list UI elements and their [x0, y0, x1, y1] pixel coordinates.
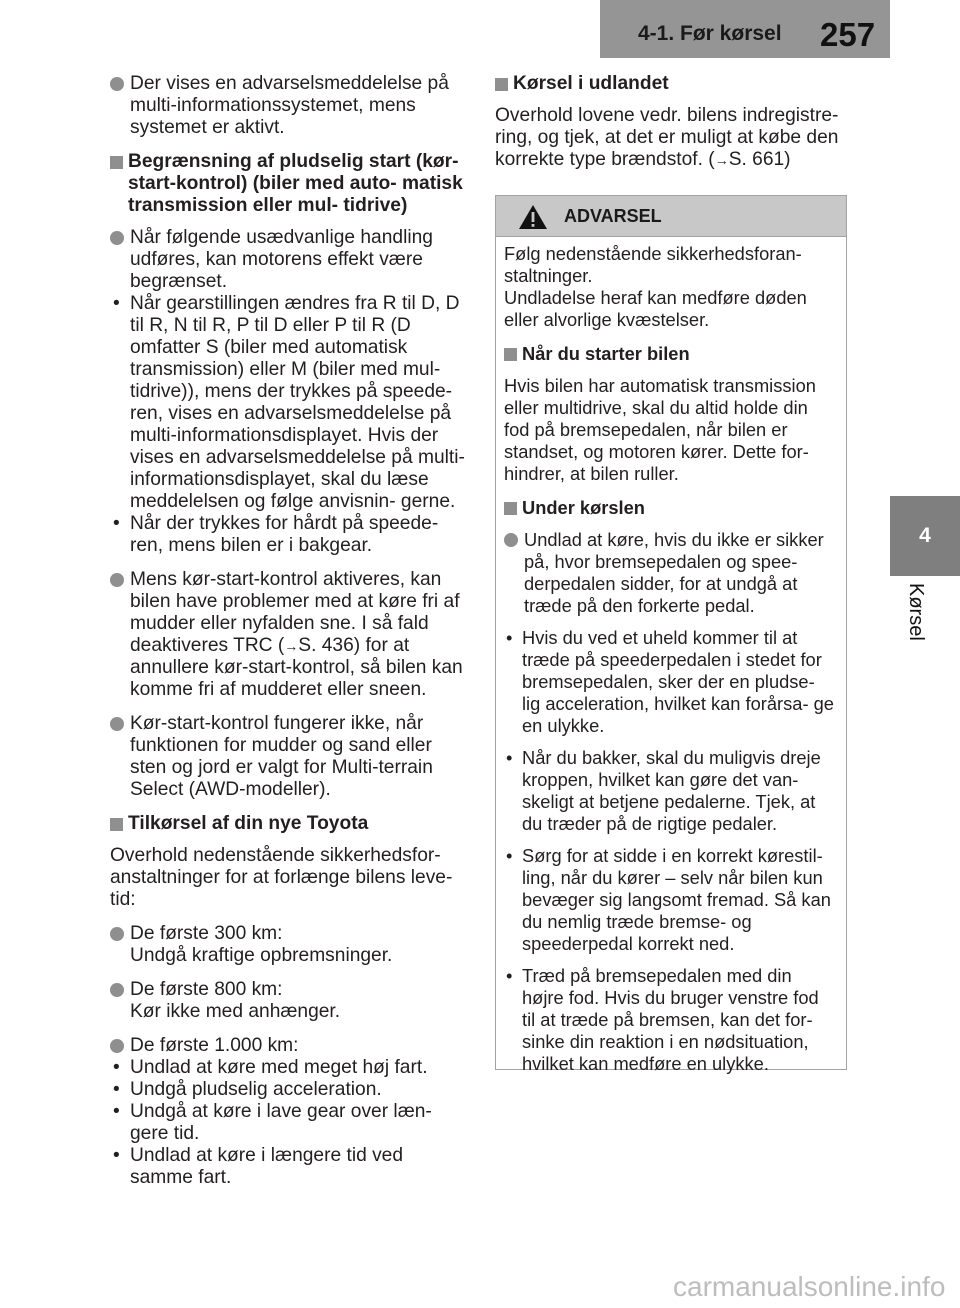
right-column [495, 73, 855, 183]
section-heading: Tilkørsel af din nye Toyota [110, 813, 466, 835]
list-item: De første 300 km: Undgå kraftige opbremsninger. [110, 923, 466, 967]
paragraph: Hvis bilen har automatisk transmission eller multidrive, skal du altid holde din fod på bremsepedalen, når bilen er standset, og motoren kører. Dette for- hindrer, at bilen ruller. [504, 375, 816, 484]
bullet-icon [110, 573, 124, 587]
sub-list-item: • Undlad at køre med meget høj fart. [113, 1057, 428, 1078]
sub-list-item: • Undlad at køre i længere tid ved samme fart. [113, 1145, 404, 1188]
page-number: 257 [820, 16, 876, 53]
square-bullet-icon [504, 348, 517, 361]
bullet-icon [110, 231, 124, 245]
watermark: carmanualsonline.info [673, 1271, 946, 1302]
page-reference-link[interactable]: S. 661 [728, 149, 785, 170]
chapter-tab[interactable]: 4 [890, 496, 960, 576]
list-item: Mens kør-start-kontrol aktiveres, kan bilen have problemer med at køre fri af mudder eller nyfalden sne. I så fald deaktiveres TRC (→S. 436) for at annullere kør-start-kontrol, så bilen kan komme fri af mudderet eller sneen. [110, 569, 466, 701]
list-item: De første 1.000 km: [110, 1035, 466, 1057]
list-item: Når følgende usædvanlige handling udføres, kan motorens effekt være begrænset. [110, 227, 466, 293]
section-heading: Kørsel i udlandet [495, 73, 855, 95]
bullet-icon [110, 983, 124, 997]
list-item: Der vises en advarselsmeddelelse på multi-informationssystemet, mens systemet er aktivt. [110, 73, 466, 139]
sub-list-item: • Træd på bremsepedalen med din højre fod. Hvis du bruger venstre fod til at træde på bremsen, kan det for- sinke din reaktion i en nødsituation, hvilket kan medføre en ulykke. [506, 965, 819, 1074]
bullet-icon [110, 1039, 124, 1053]
warning-subheading: Når du starter bilen [504, 343, 836, 365]
warning-header [496, 196, 846, 237]
bullet-icon [110, 717, 124, 731]
bullet-icon [504, 533, 518, 547]
square-bullet-icon [110, 156, 123, 169]
sub-list-item: • Hvis du ved et uheld kommer til at træde på speederpedalen i stedet for bremsepedalen, sker der en pludse- lig acceleration, hvilket kan forårsa- ge en ulykke. [506, 627, 834, 736]
left-column [110, 73, 466, 1189]
square-bullet-icon [504, 502, 517, 515]
header-bar [600, 0, 890, 58]
paragraph: Overhold lovene vedr. bilens indregistre- ring, og tjek, at det er muligt at købe den korrekte type brændstof. (→S. 661) [495, 105, 839, 170]
paragraph: Overhold nedenstående sikkerhedsfor- anstaltninger for at forlænge bilens leve- tid: [110, 845, 453, 910]
bullet-icon [110, 77, 124, 91]
sub-list-item: • Sørg for at sidde i en korrekt kørestil- ling, når du kører – selv når bilen kun bevæger sig langsomt fremad. Så kan du nemlig træde bremse- og speederpedal korrekt ned. [506, 845, 831, 954]
square-bullet-icon [110, 818, 123, 831]
sub-list-item: • Når der trykkes for hårdt på speede- ren, mens bilen er i bakgear. [113, 513, 439, 556]
warning-subheading: Under kørslen [504, 497, 836, 519]
arrow-icon: → [284, 638, 299, 654]
sub-list-item: • Undgå pludselig acceleration. [113, 1079, 382, 1100]
warning-triangle-icon [518, 204, 548, 230]
list-item: Undlad at køre, hvis du ikke er sikker på, hvor bremsepedalen og spee- derpedalen sidder, for at undgå at træde på den forkerte pedal. [504, 529, 836, 617]
list-item: De første 800 km: Kør ikke med anhænger. [110, 979, 466, 1023]
warning-box [495, 195, 847, 1074]
warning-body: Følg nedenstående sikkerhedsforan- staltninger. Undladelse heraf kan medføre døden eller alvorlige kvæstelser. Når du starter bilen Hvis bilen har automatisk transmission eller multidrive, skal du altid holde din fod på bremsepedalen, når bilen er standset, og motoren kører. Dette for- hindrer, at bilen ruller. Under kørslen Undlad at køre, hvis du ikke er sikker på, hvor bremsepedalen og spee- derpedalen sidder, for at undgå at træde på den forkerte pedal. • Hvis du ved et uheld kommer til at træde på speederpedalen i stedet for bremsepedalen, sker der en pludse- lig acceleration, hvilket kan forårsa- ge en ulykke. • Når du bakker, skal du muligvis dreje kroppen, hvilket kan gøre det van- skeligt at betjene pedalerne. Tjek, at du træder på de rigtige pedaler. • Sørg for at sidde i en korrekt kørestil- ling, når du kører – selv når bilen kun bevæger sig langsomt fremad. Så kan du nemlig træde bremse- og speederpedal korrekt ned. • Træd på bremsepedalen med din højre fod. Hvis du bruger venstre fod til at træde på bremsen, kan det for- sinke din reaktion i en nødsituation, hvilket kan medføre en ulykke. [496, 237, 846, 1075]
section-heading: Begrænsning af pludselig start (kør-start-kontrol) (biler med auto- matisk transmission eller mul- tidrive) [110, 151, 466, 217]
square-bullet-icon [495, 78, 508, 91]
arrow-icon: → [714, 152, 729, 168]
list-item: Kør-start-kontrol fungerer ikke, når funktionen for mudder og sand eller sten og jord er valgt for Multi-terrain Select (AWD-modeller). [110, 713, 466, 801]
chapter-tab-label: Kørsel [905, 583, 927, 641]
warning-title: ADVARSEL [564, 206, 662, 226]
chapter-title: 4-1. Før kørsel [638, 22, 782, 45]
sub-list-item: • Når du bakker, skal du muligvis dreje kroppen, hvilket kan gøre det van- skeligt at betjene pedalerne. Tjek, at du træder på de rigtige pedaler. [506, 747, 821, 834]
page-reference-link[interactable]: S. 436 [298, 635, 354, 656]
bullet-icon [110, 927, 124, 941]
sub-list-item: • Når gearstillingen ændres fra R til D, D til R, N til R, P til D eller P til R (D omfatter S (biler med automatisk transmission) eller M (biler med mul- tidrive)), mens der trykkes på speede- ren, vises en advarselsmeddelelse på multi-informationsdisplayet. Hvis der vises en advarselsmeddelelse på multi-informationsdisplayet, skal du læse meddelelsen og følge anvisnin- gerne. [113, 293, 465, 512]
sub-list-item: • Undgå at køre i lave gear over læn- gere tid. [113, 1101, 432, 1144]
